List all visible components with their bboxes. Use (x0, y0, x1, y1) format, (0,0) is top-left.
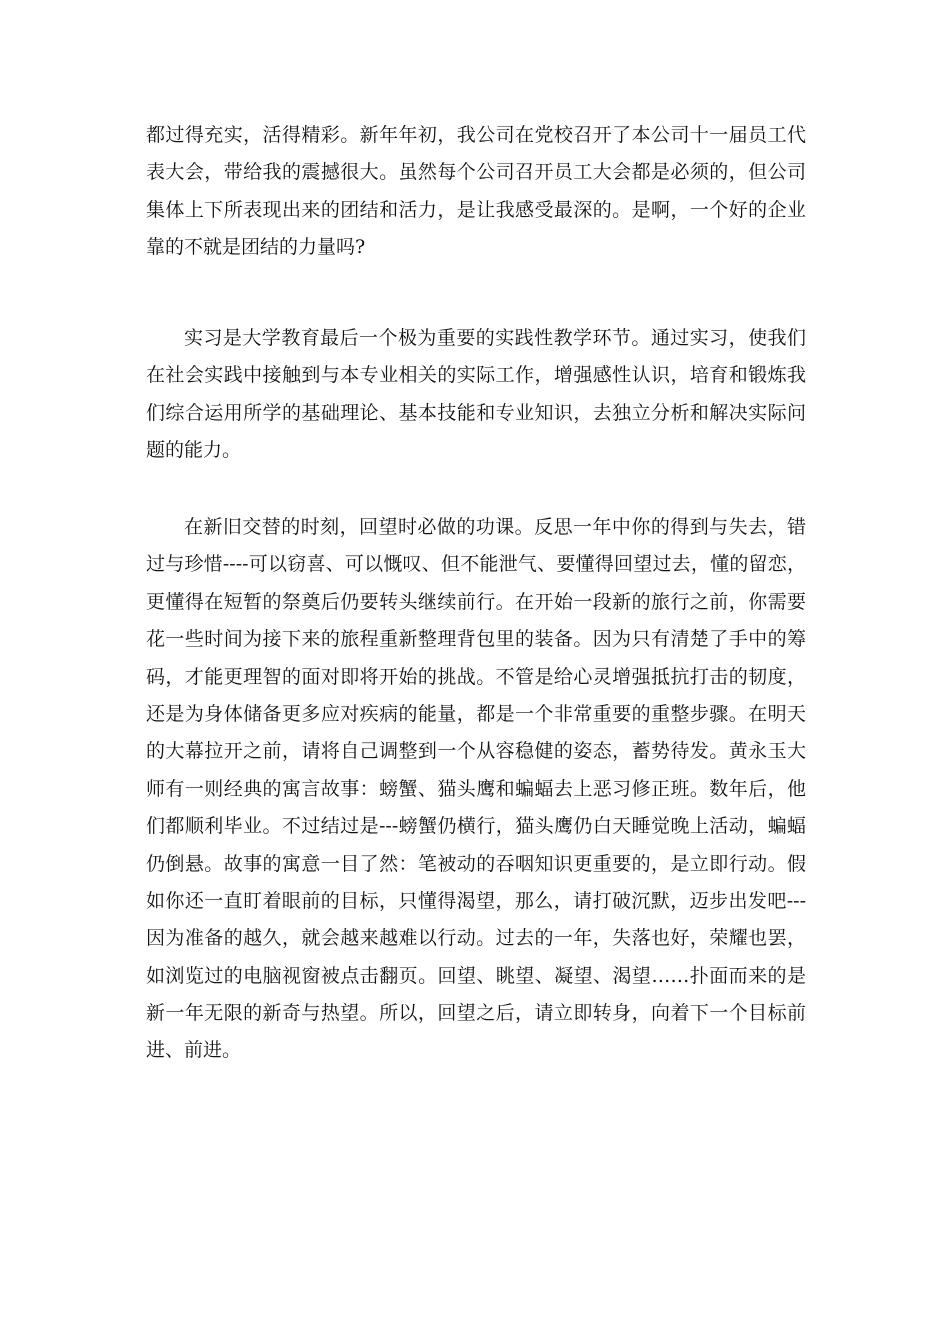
text-line: 们综合运用所学的基础理论、基本技能和专业知识，去独立分析和解决实际问 (146, 401, 806, 424)
text-line: 集体上下所表现出来的团结和活力，是让我感受最深的。是啊，一个好的企业 (146, 198, 806, 221)
text-line: 实习是大学教育最后一个极为重要的实践性教学环节。通过实习，使我们 (184, 327, 806, 349)
text-line: 如浏览过的电脑视窗被点击翻页。回望、眺望、凝望、渴望……扑面而来的是 (146, 964, 806, 987)
text-line: 在新旧交替的时刻，回望时必做的功课。反思一年中你的得到与失去，错 (184, 516, 806, 538)
text-line: 过与珍惜----可以窃喜、可以慨叹、但不能泄气、要懂得回望过去，懂的留恋， (146, 553, 806, 576)
paragraph-3 (146, 509, 806, 1070)
text-line: 师有一则经典的寓言故事：螃蟹、猫头鹰和蝙蝠去上恶习修正班。数年后，他 (146, 777, 806, 800)
text-line: 在社会实践中接触到与本专业相关的实际工作，增强感性认识，培育和锻炼我 (146, 364, 806, 387)
text-line: 进、前进。 (146, 1039, 242, 1062)
text-line: 还是为身体储备更多应对疾病的能量，都是一个非常重要的重整步骤。在明天 (146, 702, 806, 725)
text-line: 更懂得在短暂的祭奠后仍要转头继续前行。在开始一段新的旅行之前，你需要 (146, 590, 806, 613)
text-line: 因为准备的越久，就会越来越难以行动。过去的一年，失落也好，荣耀也罢， (146, 927, 806, 950)
text-line: 码，才能更理智的面对即将开始的挑战。不管是给心灵增强抵抗打击的韧度， (146, 665, 806, 688)
text-line: 表大会，带给我的震撼很大。虽然每个公司召开员工大会都是必须的，但公司 (146, 161, 806, 184)
paragraph-2 (146, 320, 806, 470)
text-line: 如你还一直盯着眼前的目标，只懂得渴望，那么，请打破沉默，迈步出发吧--- (146, 889, 806, 912)
text-line: 靠的不就是团结的力量吗? (146, 236, 366, 259)
text-line: 新一年无限的新奇与热望。所以，回望之后，请立即转身，向着下一个目标前 (146, 1002, 806, 1025)
text-line: 都过得充实，活得精彩。新年年初，我公司在党校召开了本公司十一届员工代 (146, 124, 806, 146)
text-line: 们都顺利毕业。不过结过是---螃蟹仍横行，猫头鹰仍白天睡觉晚上活动，蝙蝠 (146, 815, 806, 838)
text-line: 花一些时间为接下来的旅程重新整理背包里的装备。因为只有清楚了手中的筹 (146, 628, 806, 651)
text-line: 的大幕拉开之前，请将自己调整到一个从容稳健的姿态，蓄势待发。黄永玉大 (146, 740, 806, 763)
text-line: 仍倒悬。故事的寓意一目了然：笔被动的吞咽知识更重要的，是立即行动。假 (146, 852, 806, 875)
text-line: 题的能力。 (146, 439, 242, 462)
paragraph-1 (146, 117, 806, 267)
